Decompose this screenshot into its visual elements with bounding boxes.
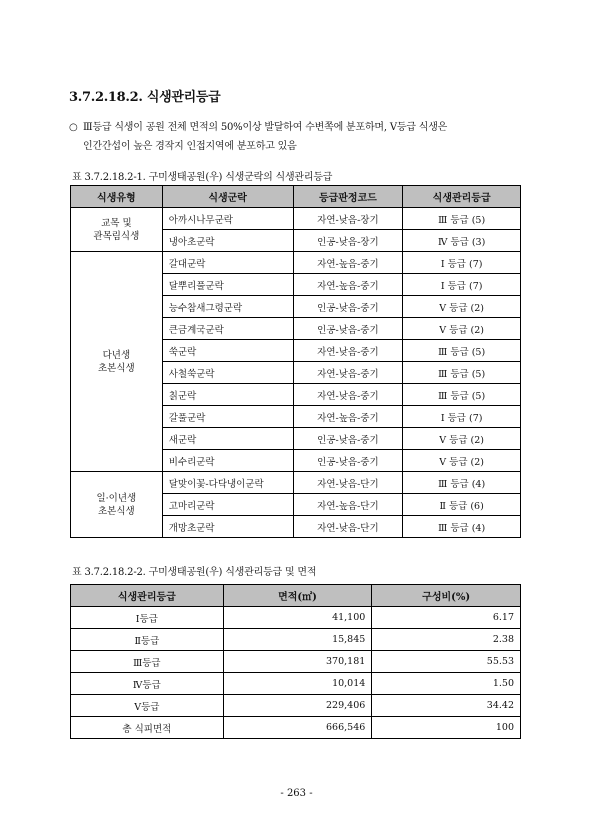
grade-area-table xyxy=(70,584,521,739)
grade-code-cell: 자연-낮음-중기 xyxy=(293,340,403,362)
header-area: 면적(㎡) xyxy=(223,585,372,607)
ratio-cell: 6.17 xyxy=(372,607,521,629)
ratio-cell: 1.50 xyxy=(372,673,521,695)
header-community: 식생군락 xyxy=(162,186,293,208)
management-grade-cell: Ⅰ 등급 (7) xyxy=(403,274,521,296)
grade-cell: Ⅴ등급 xyxy=(71,695,224,717)
management-grade-cell: Ⅴ 등급 (2) xyxy=(403,450,521,472)
grade-cell: Ⅲ등급 xyxy=(71,651,224,673)
management-grade-cell: Ⅰ 등급 (7) xyxy=(403,406,521,428)
community-cell: 개망초군락 xyxy=(162,516,293,538)
community-cell: 능수참새그령군락 xyxy=(162,296,293,318)
grade-code-cell: 인공-낮음-중기 xyxy=(293,450,403,472)
community-cell: 달맞이꽃-다닥냉이군락 xyxy=(162,472,293,494)
grade-code-cell: 인공-낮음-중기 xyxy=(293,428,403,450)
section-heading: 3.7.2.18.2. 식생관리등급 xyxy=(69,90,221,105)
community-cell: 아까시나무군락 xyxy=(162,208,293,230)
community-cell: 큰금계국군락 xyxy=(162,318,293,340)
table-row xyxy=(71,629,521,651)
grade-code-cell: 자연-낮음-단기 xyxy=(293,516,403,538)
table-row xyxy=(71,607,521,629)
header-vegetation-type: 식생유형 xyxy=(71,186,163,208)
management-grade-cell: Ⅴ 등급 (2) xyxy=(403,296,521,318)
header-management-grade: 식생관리등급 xyxy=(403,186,521,208)
grade-code-cell: 자연-낮음-장기 xyxy=(293,208,403,230)
table1-caption: 표 3.7.2.18.2-1. 구미생태공원(우) 식생군락의 식생관리등급 xyxy=(72,172,333,183)
grade-cell: 총 식피면적 xyxy=(71,717,224,739)
grade-code-cell: 자연-낮음-단기 xyxy=(293,472,403,494)
community-cell: 달뿌리풀군락 xyxy=(162,274,293,296)
page-number: - 263 - xyxy=(280,788,313,799)
management-grade-cell: Ⅲ 등급 (4) xyxy=(403,472,521,494)
table-row xyxy=(71,717,521,739)
table-row xyxy=(71,651,521,673)
management-grade-cell: Ⅲ 등급 (5) xyxy=(403,384,521,406)
community-cell: 갈풀군락 xyxy=(162,406,293,428)
management-grade-cell: Ⅴ 등급 (2) xyxy=(403,428,521,450)
grade-code-cell: 자연-높음-단기 xyxy=(293,494,403,516)
ratio-cell: 100 xyxy=(372,717,521,739)
table-row xyxy=(71,208,521,230)
bullet-line-2: 인간간섭이 높은 경작지 인접지역에 분포하고 있음 xyxy=(83,141,297,152)
community-cell: 쑥군락 xyxy=(162,340,293,362)
bullet-line-1: Ⅲ등급 식생이 공원 전체 면적의 50%이상 발달하여 수변쪽에 분포하며, Ⅴ등급 식생은 xyxy=(83,122,448,133)
grade-cell: Ⅳ등급 xyxy=(71,673,224,695)
community-cell: 비수리군락 xyxy=(162,450,293,472)
table2-body xyxy=(71,607,521,739)
grade-code-cell: 자연-높음-중기 xyxy=(293,252,403,274)
management-grade-cell: Ⅳ 등급 (3) xyxy=(403,230,521,252)
community-cell: 고마리군락 xyxy=(162,494,293,516)
grade-code-cell: 자연-높음-중기 xyxy=(293,406,403,428)
community-cell: 갈대군락 xyxy=(162,252,293,274)
bullet-mark: ○ xyxy=(69,122,78,133)
management-grade-cell: Ⅱ 등급 (6) xyxy=(403,494,521,516)
grade-code-cell: 자연-낮음-중기 xyxy=(293,384,403,406)
community-cell: 칡군락 xyxy=(162,384,293,406)
table-row xyxy=(71,252,521,274)
area-cell: 370,181 xyxy=(223,651,372,673)
table1-header-row xyxy=(71,186,521,208)
area-cell: 666,546 xyxy=(223,717,372,739)
vegetation-community-table xyxy=(70,185,521,538)
table-row xyxy=(71,472,521,494)
management-grade-cell: Ⅲ 등급 (5) xyxy=(403,208,521,230)
community-cell: 사철쑥군락 xyxy=(162,362,293,384)
management-grade-cell: Ⅰ 등급 (7) xyxy=(403,252,521,274)
ratio-cell: 2.38 xyxy=(372,629,521,651)
grade-cell: Ⅱ등급 xyxy=(71,629,224,651)
management-grade-cell: Ⅴ 등급 (2) xyxy=(403,318,521,340)
header-ratio: 구성비(%) xyxy=(372,585,521,607)
grade-code-cell: 인공-낮음-중기 xyxy=(293,318,403,340)
vegetation-type-cell: 다년생 초본식생 xyxy=(71,252,163,472)
management-grade-cell: Ⅲ 등급 (4) xyxy=(403,516,521,538)
header-grade-code: 등급판정코드 xyxy=(293,186,403,208)
management-grade-cell: Ⅲ 등급 (5) xyxy=(403,362,521,384)
ratio-cell: 55.53 xyxy=(372,651,521,673)
table1-body xyxy=(71,208,521,538)
table-row xyxy=(71,695,521,717)
community-cell: 냉아초군락 xyxy=(162,230,293,252)
management-grade-cell: Ⅲ 등급 (5) xyxy=(403,340,521,362)
area-cell: 229,406 xyxy=(223,695,372,717)
community-cell: 새군락 xyxy=(162,428,293,450)
grade-code-cell: 자연-낮음-중기 xyxy=(293,362,403,384)
area-cell: 10,014 xyxy=(223,673,372,695)
ratio-cell: 34.42 xyxy=(372,695,521,717)
area-cell: 15,845 xyxy=(223,629,372,651)
table2-caption: 표 3.7.2.18.2-2. 구미생태공원(우) 식생관리등급 및 면적 xyxy=(72,567,317,578)
grade-code-cell: 자연-높음-중기 xyxy=(293,274,403,296)
vegetation-type-cell: 교목 및 관목림식생 xyxy=(71,208,163,252)
table2-header-row xyxy=(71,585,521,607)
area-cell: 41,100 xyxy=(223,607,372,629)
table-row xyxy=(71,673,521,695)
summary-bullet xyxy=(69,118,529,156)
grade-code-cell: 인공-낮음-중기 xyxy=(293,296,403,318)
header-grade: 식생관리등급 xyxy=(71,585,224,607)
vegetation-type-cell: 일·이년생 초본식생 xyxy=(71,472,163,538)
grade-code-cell: 인공-낮음-장기 xyxy=(293,230,403,252)
grade-cell: Ⅰ등급 xyxy=(71,607,224,629)
